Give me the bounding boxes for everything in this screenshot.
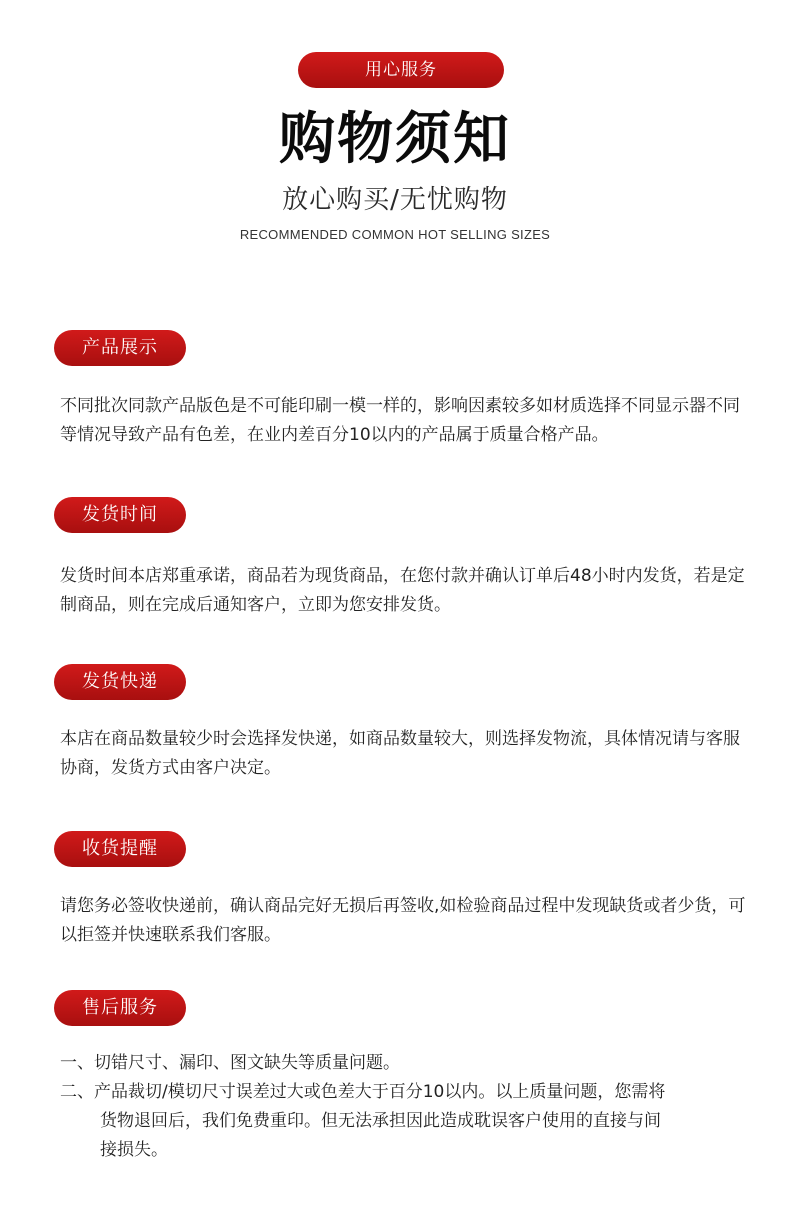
page-tagline: RECOMMENDED COMMON HOT SELLING SIZES (239, 227, 551, 242)
section-text-product-display: 不同批次同款产品版色是不可能印刷一模一样的，影响因素较多如材质选择不同显示器不同等情况导致产品有色差，在业内差百分10以内的产品属于质量合格产品。 (60, 396, 740, 445)
section-list-after-sales (60, 1049, 750, 1165)
section-label-product-display: 产品展示 (54, 330, 186, 366)
section-label-shipping-courier: 发货快递 (54, 664, 186, 700)
section-label-after-sales: 售后服务 (54, 990, 186, 1026)
section-text-receipt-reminder: 请您务必签收快递前，确认商品完好无损后再签收,如检验商品过程中发现缺货或者少货，可以拒签并快速联系我们客服。 (60, 896, 746, 945)
page-title: 购物须知 (279, 107, 511, 172)
section-text-shipping-time: 发货时间本店郑重承诺，商品若为现货商品，在您付款并确认订单后48小时内发货，若是定制商品，则在完成后通知客户，立即为您安排发货。 (60, 566, 745, 615)
after-sales-item-continued: 接损失。 (100, 1140, 168, 1160)
section-label-receipt-reminder: 收货提醒 (54, 831, 186, 867)
after-sales-item: 二、产品裁切/模切尺寸误差过大或色差大于百分10以内。以上质量问题，您需将 (60, 1082, 666, 1102)
after-sales-item-continued: 货物退回后，我们免费重印。但无法承担因此造成耽误客户使用的直接与间 (100, 1111, 661, 1131)
after-sales-item: 一、切错尺寸、漏印、图文缺失等质量问题。 (60, 1053, 400, 1073)
page-subtitle: 放心购买/无忧购物 (282, 185, 508, 215)
header-badge: 用心服务 (298, 52, 504, 88)
section-label-shipping-time: 发货时间 (54, 497, 186, 533)
section-text-shipping-courier: 本店在商品数量较少时会选择发快递，如商品数量较大，则选择发物流，具体情况请与客服协商，发货方式由客户决定。 (60, 729, 740, 778)
